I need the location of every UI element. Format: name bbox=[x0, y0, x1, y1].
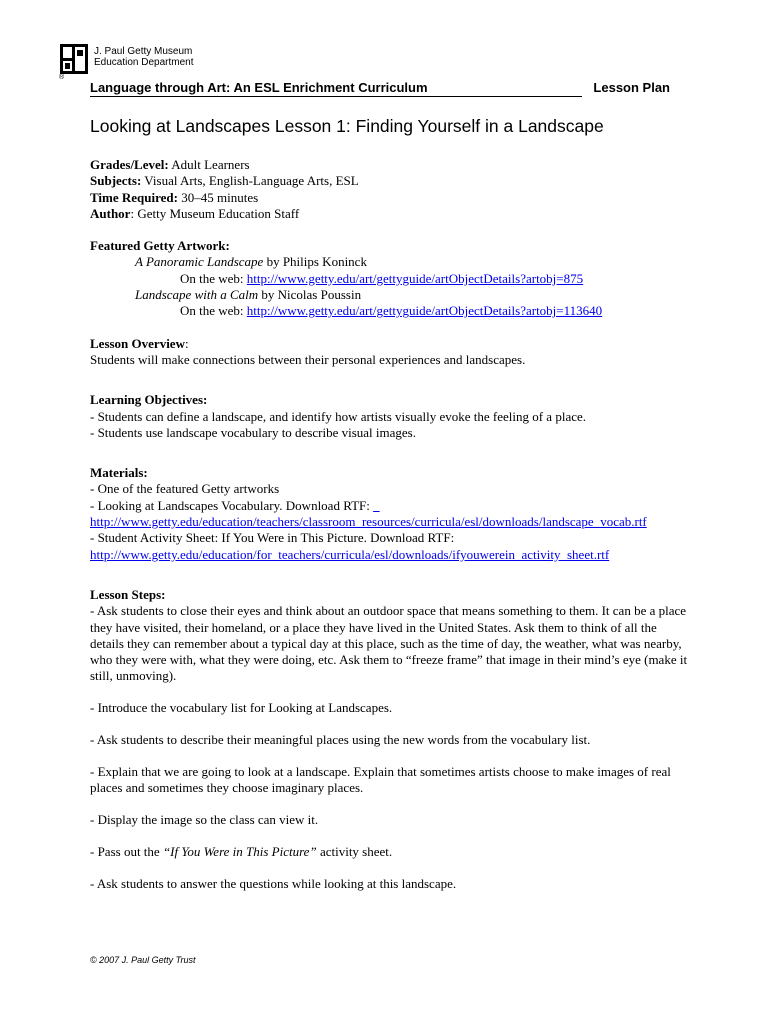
step-item: - Ask students to describe their meaningful places using the new words from the vocabulary list. bbox=[90, 732, 591, 748]
getty-logo bbox=[59, 44, 88, 81]
subjects-line bbox=[90, 173, 690, 189]
curriculum-bar bbox=[90, 80, 670, 98]
step-text: activity sheet. bbox=[316, 843, 393, 859]
step-item: - Ask students to close their eyes and think about an outdoor space that means something to them. It can be a place they have visited, their homeland, or a place they have lived in the United States. Ask them to think of all the details they can remember about a typical day at this place, such as the time of day, the weather, what was nearby, who they were with, what they were doing, etc. Ask them to “freeze frame” that image in their mind’s eye (make it still, unmoving). bbox=[90, 603, 688, 684]
grades-value: Adult Learners bbox=[168, 157, 250, 172]
artwork-web-line bbox=[90, 303, 690, 319]
web-label: On the web: bbox=[180, 270, 247, 286]
objective-item: - Students use landscape vocabulary to describe visual images. bbox=[90, 424, 416, 440]
materials-link-line bbox=[90, 514, 690, 530]
artwork-link[interactable]: http://www.getty.edu/art/gettyguide/artObjectDetails?artobj=875 bbox=[246, 270, 584, 286]
subjects-value: Visual Arts, English-Language Arts, ESL bbox=[141, 173, 359, 189]
document-type: Lesson Plan bbox=[593, 80, 670, 95]
step-item bbox=[90, 844, 690, 860]
registered-mark: ® bbox=[59, 74, 65, 81]
materials-link-line bbox=[90, 547, 690, 563]
materials-link-spacer[interactable] bbox=[373, 498, 380, 513]
artwork-item bbox=[90, 254, 690, 270]
grades-label: Grades/Level: bbox=[90, 157, 169, 172]
copyright-footer: © 2007 J. Paul Getty Trust bbox=[90, 955, 196, 965]
artwork-link[interactable]: http://www.getty.edu/art/gettyguide/artObjectDetails?artobj=113640 bbox=[246, 303, 603, 319]
step-item: - Display the image so the class can view it. bbox=[90, 811, 319, 827]
grades-line bbox=[90, 157, 690, 173]
museum-name: J. Paul Getty Museum bbox=[94, 46, 193, 57]
subjects-label: Subjects: bbox=[90, 173, 142, 189]
artwork-artist: by Philips Koninck bbox=[263, 254, 367, 270]
overview-heading: Lesson Overview bbox=[90, 335, 185, 351]
artwork-title: A Panoramic Landscape bbox=[135, 254, 264, 270]
time-line bbox=[90, 190, 690, 206]
step-text: - Pass out the bbox=[90, 843, 163, 859]
overview-text: Students will make connections between their personal experiences and landscapes. bbox=[90, 351, 526, 367]
web-label: On the web: bbox=[180, 303, 247, 319]
step-item: - Introduce the vocabulary list for Looking at Landscapes. bbox=[90, 700, 393, 716]
overview-heading-line bbox=[90, 336, 690, 352]
step-item: - Explain that we are going to look at a landscape. Explain that sometimes artists choose to make images of real places and sometimes they choose imaginary places. bbox=[90, 763, 671, 796]
artwork-web-line bbox=[90, 271, 690, 287]
getty-logo-mark bbox=[60, 44, 88, 74]
curriculum-title: Language through Art: An ESL Enrichment Curriculum bbox=[90, 80, 582, 97]
activity-sheet-title: “If You Were in This Picture” bbox=[162, 843, 317, 859]
artwork-title: Landscape with a Calm bbox=[135, 287, 259, 303]
activity-sheet-download-link[interactable]: http://www.getty.edu/education/for_teachers/curricula/esl/downloads/ifyouwerein_activity_sheet.rtf bbox=[90, 546, 610, 562]
materials-heading: Materials: bbox=[90, 465, 148, 481]
page-title: Looking at Landscapes Lesson 1: Finding Yourself in a Landscape bbox=[90, 116, 604, 136]
materials-item bbox=[90, 498, 690, 514]
vocab-download-link[interactable]: http://www.getty.edu/education/teachers/classroom_resources/curricula/esl/downloads/landscape_vocab.rtf bbox=[90, 514, 647, 530]
materials-item: - One of the featured Getty artworks bbox=[90, 481, 280, 497]
department-name: Education Department bbox=[94, 57, 194, 68]
step-item: - Ask students to answer the questions while looking at this landscape. bbox=[90, 875, 457, 891]
steps-heading: Lesson Steps: bbox=[90, 586, 166, 602]
materials-item: - Student Activity Sheet: If You Were in This Picture. Download RTF: bbox=[90, 530, 455, 546]
author-label: Author bbox=[90, 205, 131, 221]
author-line bbox=[90, 206, 690, 222]
time-value: 30–45 minutes bbox=[178, 189, 259, 205]
artwork-item bbox=[90, 287, 690, 303]
document-body bbox=[90, 157, 690, 907]
objective-item: - Students can define a landscape, and identify how artists visually evoke the feeling of a place. bbox=[90, 408, 586, 424]
author-value: : Getty Museum Education Staff bbox=[130, 205, 300, 221]
artwork-artist: by Nicolas Poussin bbox=[258, 287, 362, 303]
overview-colon: : bbox=[184, 335, 189, 351]
objectives-heading: Learning Objectives: bbox=[90, 392, 208, 408]
artwork-heading: Featured Getty Artwork: bbox=[90, 238, 230, 254]
time-label: Time Required: bbox=[90, 189, 178, 205]
materials-item-text: - Looking at Landscapes Vocabulary. Download RTF: bbox=[90, 497, 374, 513]
museum-heading bbox=[94, 46, 194, 68]
